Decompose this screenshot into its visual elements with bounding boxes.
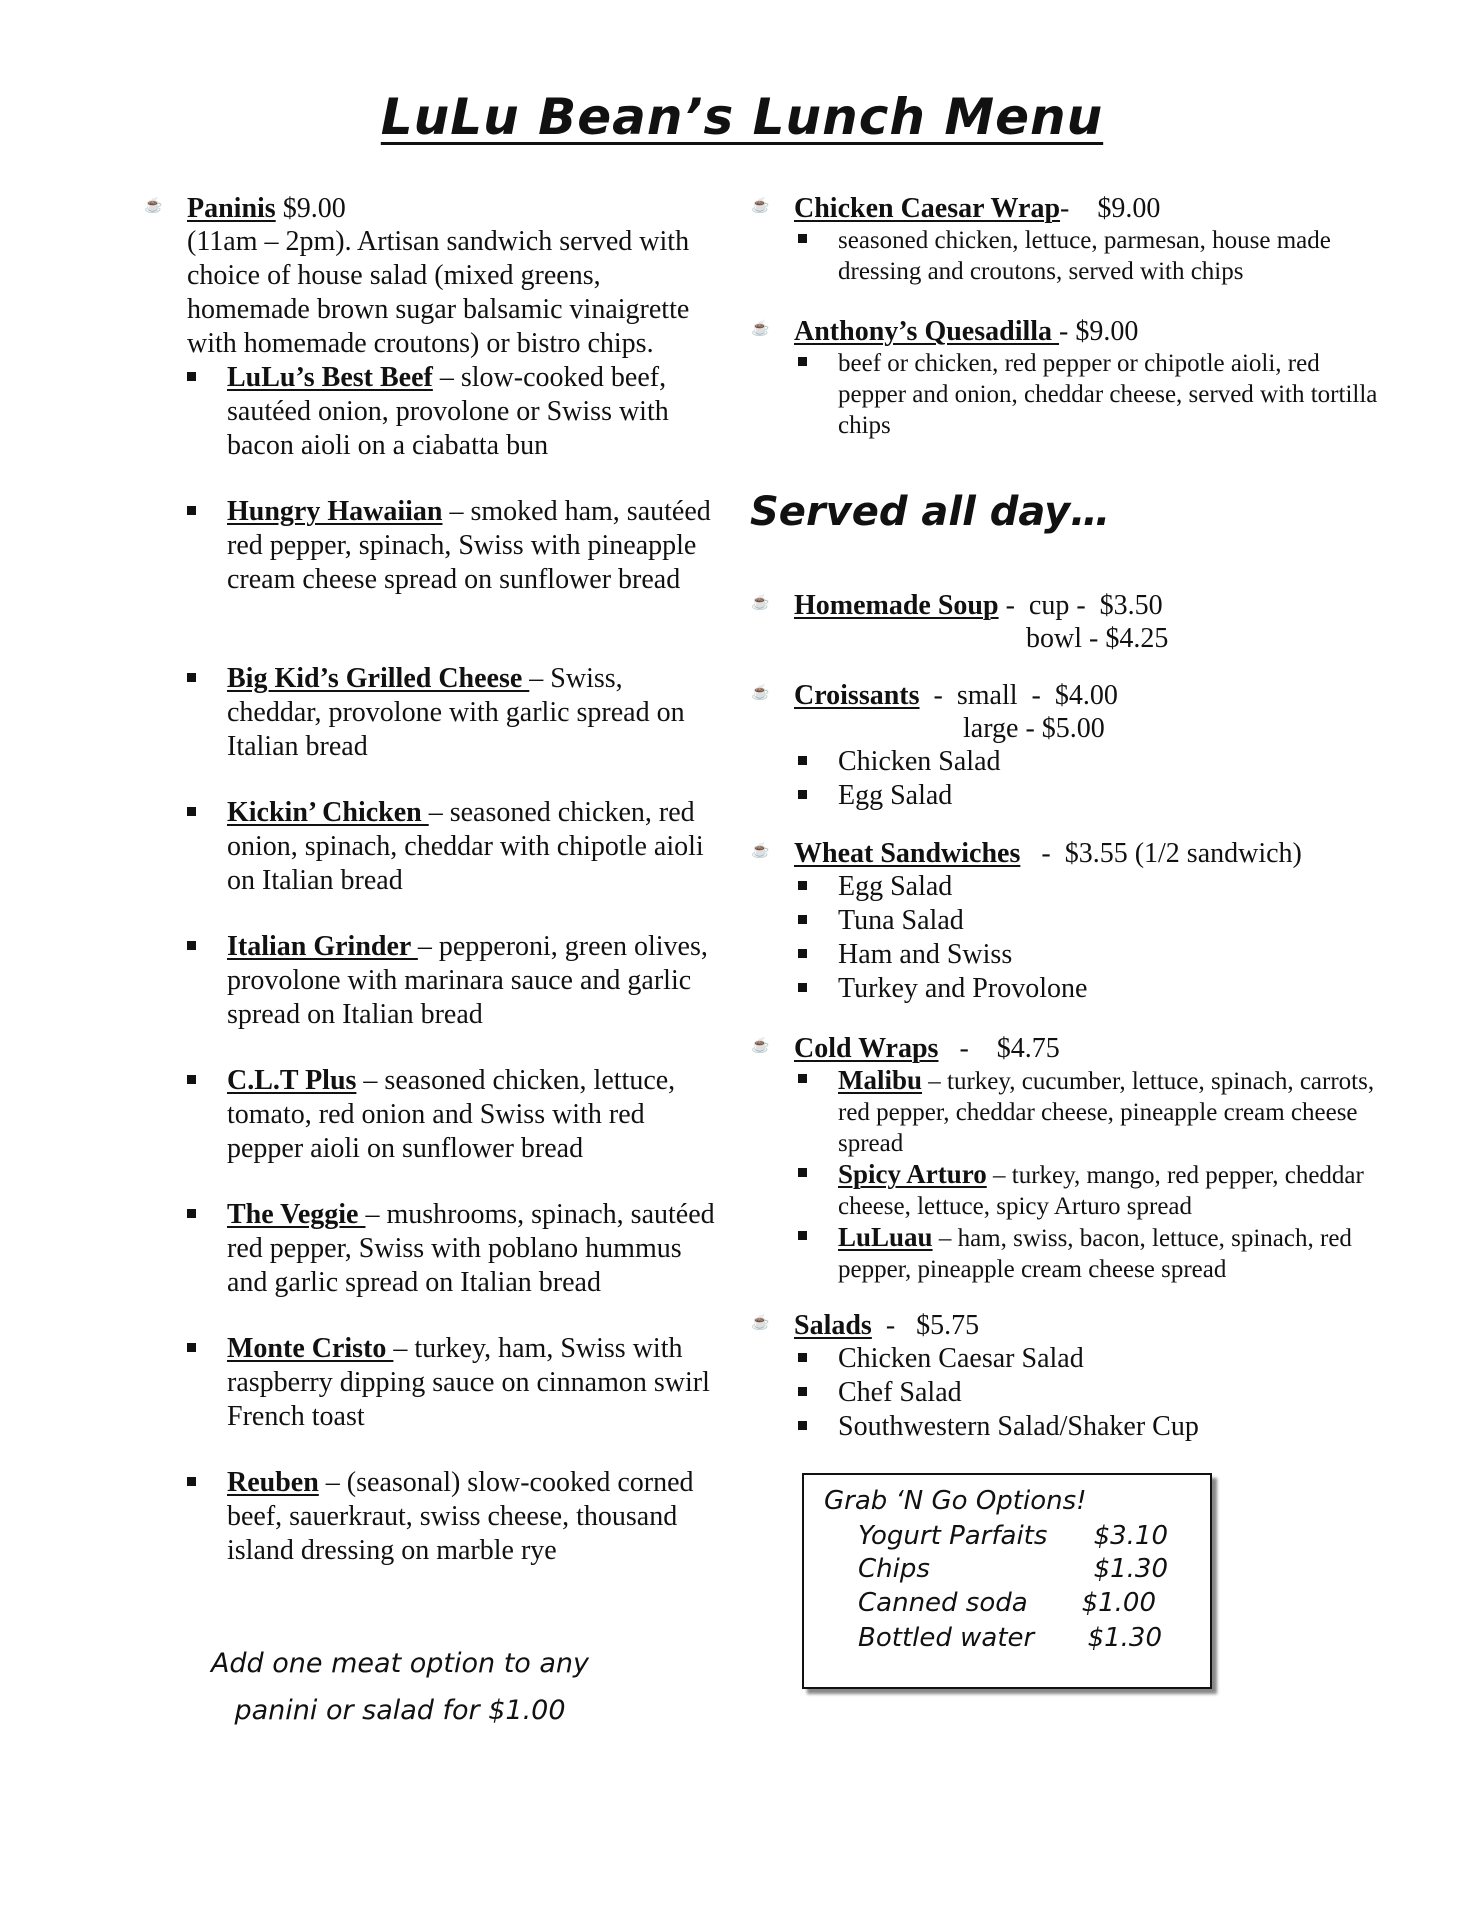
square-bullet-icon	[798, 1231, 807, 1240]
paninis-section	[144, 192, 727, 1600]
right-column	[750, 192, 1384, 1444]
served-all-day-heading: Served all day…	[750, 489, 1111, 535]
list-item	[838, 1342, 1384, 1376]
item-description: – (seasonal) slow-cooked corned beef, sauerkraut, swiss cheese, thousand island dressing on marble rye	[227, 1467, 694, 1566]
coffee-cup-icon: ☕	[751, 1038, 770, 1054]
coffee-cup-icon: ☕	[751, 1315, 770, 1331]
cold-wraps-price: - $4.75	[938, 1033, 1060, 1064]
soup-bowl-price: bowl - $4.25	[1026, 623, 1169, 654]
salads-section	[751, 1309, 1384, 1444]
item-price: $3.10	[1093, 1521, 1168, 1551]
wheat-price: - $3.55 (1/2 sandwich)	[1020, 838, 1302, 869]
coffee-cup-icon: ☕	[751, 198, 770, 214]
panini-list	[227, 361, 717, 1600]
list-item	[838, 745, 1384, 779]
item-name: Hungry Hawaiian	[227, 496, 443, 527]
item-name: Bottled water	[858, 1623, 1035, 1653]
salads-list	[838, 1342, 1384, 1444]
wheat-list	[838, 870, 1384, 1006]
croissants-section	[751, 679, 1384, 813]
item-label: Ham and Swiss	[838, 939, 1013, 970]
item-description: – pepperoni, green olives, provolone with marinara sauce and garlic spread on Italian bread	[227, 931, 708, 1030]
list-item	[838, 348, 1378, 441]
grab-n-go-title: Grab ‘N Go Options!	[824, 1486, 1087, 1516]
list-item	[838, 1410, 1384, 1444]
item-price: $1.30	[1093, 1554, 1168, 1584]
coffee-cup-icon: ☕	[751, 843, 770, 859]
list-item	[227, 1466, 717, 1600]
item-label: Egg Salad	[838, 871, 953, 902]
caesar-wrap-list	[838, 225, 1378, 287]
croissants-large-price: large - $5.00	[963, 713, 1105, 744]
cold-wraps-section	[751, 1032, 1384, 1285]
wheat-sandwiches-section	[751, 837, 1384, 1006]
list-item	[227, 1332, 717, 1466]
square-bullet-icon	[187, 1075, 196, 1084]
item-description: beef or chicken, red pepper or chipotle aioli, red pepper and onion, cheddar cheese, served with tortilla chips	[838, 350, 1378, 439]
list-item	[227, 1198, 717, 1332]
list-item	[227, 796, 717, 930]
square-bullet-icon	[798, 234, 807, 243]
item-name: Malibu	[838, 1065, 923, 1095]
item-label: Chicken Caesar Salad	[838, 1343, 1084, 1374]
list-item	[838, 938, 1384, 972]
square-bullet-icon	[798, 1074, 807, 1083]
square-bullet-icon	[798, 756, 807, 765]
square-bullet-icon	[187, 1343, 196, 1352]
caesar-wrap-section	[751, 192, 1384, 287]
wheat-heading: Wheat Sandwiches	[794, 838, 1021, 869]
square-bullet-icon	[798, 983, 807, 992]
square-bullet-icon	[187, 1477, 196, 1486]
soup-cup-price: - cup - $3.50	[998, 590, 1163, 621]
item-label: Chicken Salad	[838, 746, 1001, 777]
grab-n-go-item	[858, 1553, 1168, 1586]
item-label: Tuna Salad	[838, 905, 964, 936]
list-item	[838, 779, 1384, 813]
quesadilla-section	[751, 315, 1384, 441]
paninis-price: $9.00	[282, 193, 346, 224]
square-bullet-icon	[187, 807, 196, 816]
quesadilla-list	[838, 348, 1378, 441]
item-description: – Swiss, cheddar, provolone with garlic spread on Italian bread	[227, 663, 685, 762]
list-item	[838, 1222, 1378, 1285]
item-name: Monte Cristo	[227, 1333, 394, 1364]
item-name: Italian Grinder	[227, 931, 418, 962]
caesar-wrap-heading: Chicken Caesar Wrap	[794, 193, 1061, 224]
croissants-heading: Croissants	[794, 680, 920, 711]
item-description: – smoked ham, sautéed red pepper, spinach, Swiss with pineapple cream cheese spread on sunflower bread	[227, 496, 711, 595]
item-description: – ham, swiss, bacon, lettuce, spinach, red pepper, pineapple cream cheese spread	[838, 1225, 1352, 1283]
menu-title: LuLu Bean’s Lunch Menu	[380, 88, 1104, 146]
coffee-cup-icon: ☕	[144, 198, 163, 214]
list-item	[838, 870, 1384, 904]
croissants-small-price: - small - $4.00	[919, 680, 1118, 711]
item-description: seasoned chicken, lettuce, parmesan, house made dressing and croutons, served with chips	[838, 227, 1331, 285]
square-bullet-icon	[187, 506, 196, 515]
quesadilla-heading: Anthony’s Quesadilla	[794, 316, 1060, 347]
grab-n-go-item	[858, 1622, 1168, 1655]
square-bullet-icon	[798, 1387, 807, 1396]
list-item	[227, 495, 717, 662]
item-name: LuLuau	[838, 1222, 933, 1252]
list-item	[227, 1064, 717, 1198]
item-name: C.L.T Plus	[227, 1065, 357, 1096]
item-description: – seasoned chicken, lettuce, tomato, red onion and Swiss with red pepper aioli on sunflower bread	[227, 1065, 676, 1164]
item-description: – turkey, mango, red pepper, cheddar cheese, lettuce, spicy Arturo spread	[838, 1162, 1364, 1220]
square-bullet-icon	[187, 1209, 196, 1218]
cold-wraps-list	[838, 1065, 1378, 1285]
item-description: – seasoned chicken, red onion, spinach, cheddar with chipotle aioli on Italian bread	[227, 797, 704, 896]
list-item	[227, 361, 717, 495]
list-item	[838, 1065, 1378, 1159]
square-bullet-icon	[798, 915, 807, 924]
paninis-description: (11am – 2pm). Artisan sandwich served with choice of house salad (mixed greens, homemade brown sugar balsamic vinaigrette with homemade croutons) or bistro chips.	[187, 226, 690, 359]
item-name: The Veggie	[227, 1199, 366, 1230]
coffee-cup-icon: ☕	[751, 321, 770, 337]
coffee-cup-icon: ☕	[751, 595, 770, 611]
salads-heading: Salads	[794, 1310, 872, 1341]
square-bullet-icon	[798, 790, 807, 799]
grab-n-go-item	[858, 1520, 1168, 1553]
note-line-1: Add one meat option to any	[210, 1648, 590, 1679]
item-description: – mushrooms, spinach, sautéed red pepper, Swiss with poblano hummus and garlic spread on Italian bread	[227, 1199, 715, 1298]
list-item	[227, 662, 717, 796]
meat-option-note	[170, 1640, 630, 1734]
grab-n-go-item	[858, 1587, 1168, 1620]
square-bullet-icon	[798, 881, 807, 890]
grab-n-go-box	[802, 1473, 1212, 1689]
soup-heading: Homemade Soup	[794, 590, 999, 621]
quesadilla-price: - $9.00	[1059, 316, 1139, 347]
left-column	[144, 192, 727, 1600]
list-item	[838, 1159, 1378, 1222]
soup-section	[751, 589, 1384, 655]
list-item	[838, 972, 1384, 1006]
item-name: LuLu’s Best Beef	[227, 362, 433, 393]
list-item	[227, 930, 717, 1064]
item-name: Big Kid’s Grilled Cheese	[227, 663, 530, 694]
paninis-heading: Paninis	[187, 193, 276, 224]
list-item	[838, 904, 1384, 938]
item-price: $1.30	[1087, 1623, 1162, 1653]
croissant-list	[838, 745, 1384, 813]
square-bullet-icon	[798, 1353, 807, 1362]
item-name: Reuben	[227, 1467, 319, 1498]
note-line-2: panini or salad for $1.00	[234, 1695, 566, 1726]
list-item	[838, 1376, 1384, 1410]
square-bullet-icon	[798, 949, 807, 958]
item-label: Turkey and Provolone	[838, 973, 1088, 1004]
list-item	[838, 225, 1378, 287]
square-bullet-icon	[187, 941, 196, 950]
square-bullet-icon	[187, 673, 196, 682]
square-bullet-icon	[187, 372, 196, 381]
cold-wraps-heading: Cold Wraps	[794, 1033, 939, 1064]
coffee-cup-icon: ☕	[751, 685, 770, 701]
item-description: – turkey, cucumber, lettuce, spinach, carrots, red pepper, cheddar cheese, pineapple cream cheese spread	[838, 1068, 1375, 1157]
square-bullet-icon	[798, 1168, 807, 1177]
item-description: – turkey, ham, Swiss with raspberry dipping sauce on cinnamon swirl French toast	[227, 1333, 710, 1432]
item-label: Egg Salad	[838, 780, 953, 811]
item-name: Spicy Arturo	[838, 1159, 987, 1189]
square-bullet-icon	[798, 1421, 807, 1430]
square-bullet-icon	[798, 357, 807, 366]
item-name: Kickin’ Chicken	[227, 797, 429, 828]
item-name: Yogurt Parfaits	[858, 1521, 1048, 1551]
item-name: Chips	[858, 1554, 930, 1584]
caesar-wrap-price: - $9.00	[1060, 193, 1161, 224]
item-label: Southwestern Salad/Shaker Cup	[838, 1411, 1199, 1442]
item-label: Chef Salad	[838, 1377, 962, 1408]
salads-price: - $5.75	[871, 1310, 980, 1341]
item-description: – slow-cooked beef, sautéed onion, provolone or Swiss with bacon aioli on a ciabatta bun	[227, 362, 669, 461]
item-name: Canned soda	[858, 1588, 1028, 1618]
item-price: $1.00	[1081, 1588, 1156, 1618]
